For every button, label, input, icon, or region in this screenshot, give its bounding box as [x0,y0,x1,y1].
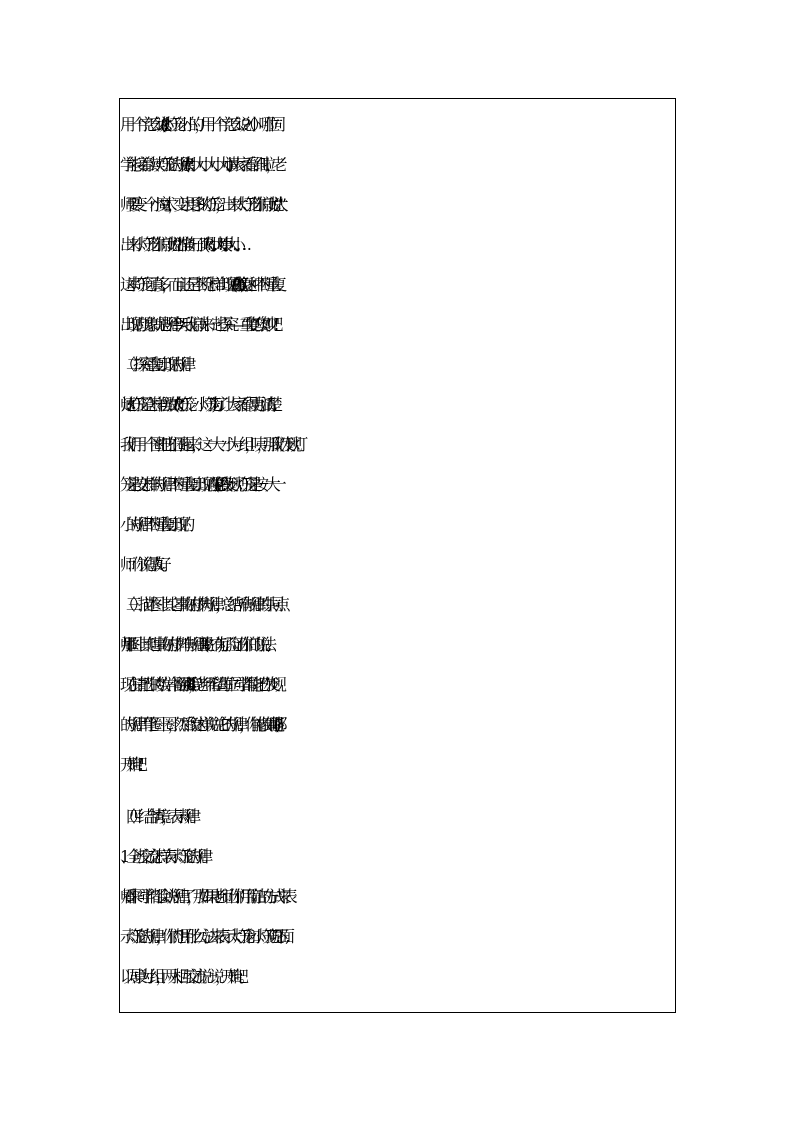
section-heading: （二） 探究重复出现的规律 [120,355,187,374]
section-heading: （四）结合情境，表示规律 [120,807,192,826]
text-line: 学能接着读读灯笼的规律?(大小大小大小大小)请大家看仔细啦，老 [120,155,278,174]
text-line: 出现的现象就是规律!今天我们就来一起探究——“重复”的奥妙吧! [120,315,270,334]
text-line: 用一个字怎么说?(大)小灯笼小小的，用一个字怎么说?（小）哪位同 [120,115,277,134]
text-line: 笼是按怎样的规律不断重复出现的呢?(生答:我发现灯笼是按一大一 [120,475,277,494]
text-line: 师:这灯笼是怎样摆放的?(大灯笼、小灯笼)为了让大家看得更加清楚, [120,395,269,414]
text-line: 这串灯笼可真多，而且还是不断怎样出现的?(重复)像这种不断重复 [120,275,278,294]
text-line: 示灯笼的规律，你们想用什么方法来表示大灯笼和小灯笼呢?下面, [120,927,281,946]
section-heading: （三）描述图上其它事物的排列规律，总结所有规律的共同点 [120,595,281,614]
text-line: 师:那图上其他事物的排列有规律吗?(生：有)为了验证你们的说法, [120,635,263,654]
text-line: 师:看来同学们都会说规律了，那如果老师让你们用简洁的方式来表 [120,887,288,906]
text-line: 师：你说得真好。 [120,555,168,574]
text-line: 我们用一个圈把它们圈起来，这一大一小为一组，咦，那我们发现灯 [120,435,299,454]
text-line: 小的规律不断重复出现的 [120,515,186,534]
table-cell-frame [119,98,676,1013]
text-line: 以同桌为小组，两人相互交流说一说，开始吧。 [120,967,245,986]
text-line: 现在请把你的数学书翻到第 84 页，老师希望每位同学都能把你发现 [120,675,278,694]
text-line: 出来小灯笼你们就说“小”准备好了吗?(大小大小大小…. . . …”咦。 [120,235,229,254]
text-line: 的规律用笔圈一圈，然后像这样说说它的规律，你能做到吗?(能)那 [120,715,278,734]
text-line: 开始吧! [120,755,135,774]
text-line: 师要变一个小魔术，变出更多的灯笼，出来大灯笼你们就说“大”, [120,195,273,214]
subsection-heading: 1、全班交流怎样表示灯笼的规律 [120,847,204,866]
